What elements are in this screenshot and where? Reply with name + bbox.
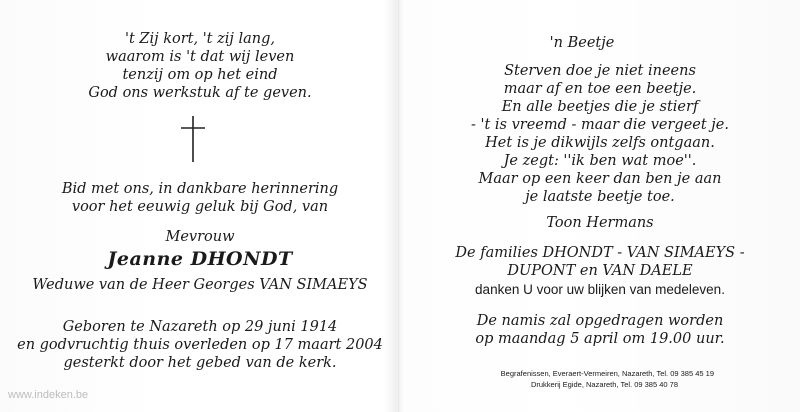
date-line: en godvruchtig thuis overleden op 17 maart 2004 xyxy=(17,337,383,353)
poem-author: Toon Hermans xyxy=(546,215,654,231)
opening-poem-line: tenzij om op het eind xyxy=(122,67,278,83)
poem-line: Het is je dikwijls zelfs ontgaan. xyxy=(485,135,715,151)
prayer-line: Bid met ons, in dankbare herinnering xyxy=(61,181,339,197)
cross-icon xyxy=(178,114,208,164)
families-line: DUPONT en VAN DAELE xyxy=(507,263,693,279)
opening-poem-line: God ons werkstuk af te geven. xyxy=(88,85,312,101)
watermark: www.indeken.be xyxy=(8,389,89,401)
thanks-line: danken U voor uw blijken van medeleven. xyxy=(475,282,725,297)
mass-line: De namis zal opgedragen worden xyxy=(476,313,724,329)
prayer-line: voor het eeuwig geluk bij God, van xyxy=(71,199,329,215)
date-line: gesterkt door het gebed van de kerk. xyxy=(63,355,337,371)
honorific: Mevrouw xyxy=(165,229,235,245)
poem-line: Je zegt: ''ik ben wat moe''. xyxy=(503,153,697,169)
deceased-name: Jeanne DHONDT xyxy=(107,248,293,270)
poem-line: En alle beetjes die je stierf xyxy=(501,99,699,115)
opening-poem-line: waarom is 't dat wij leven xyxy=(105,49,295,65)
printer-line: Drukkerij Egide, Nazareth, Tel. 09 385 40 78 xyxy=(530,380,678,389)
printer-line: Begrafenissen, Everaert-Vermeiren, Nazareth, Tel. 09 385 45 19 xyxy=(500,369,714,378)
poem-title: 'n Beetje xyxy=(549,35,615,51)
opening-poem-line: 't Zij kort, 't zij lang, xyxy=(124,31,276,47)
poem-line: Sterven doe je niet ineens xyxy=(504,63,696,79)
poem-line: - 't is vreemd - maar die vergeet je. xyxy=(470,117,729,133)
date-line: Geboren te Nazareth op 29 juni 1914 xyxy=(62,319,338,335)
families-line: De families DHONDT - VAN SIMAEYS - xyxy=(455,245,745,261)
poem-line: je laatste beetje toe. xyxy=(525,189,675,205)
widow-line: Weduwe van de Heer Georges VAN SIMAEYS xyxy=(32,277,368,293)
poem-line: maar af en toe een beetje. xyxy=(503,81,697,97)
mass-line: op maandag 5 april om 19.00 uur. xyxy=(475,331,725,347)
right-panel xyxy=(400,0,800,412)
poem-line: Maar op een keer dan ben je aan xyxy=(478,171,722,187)
